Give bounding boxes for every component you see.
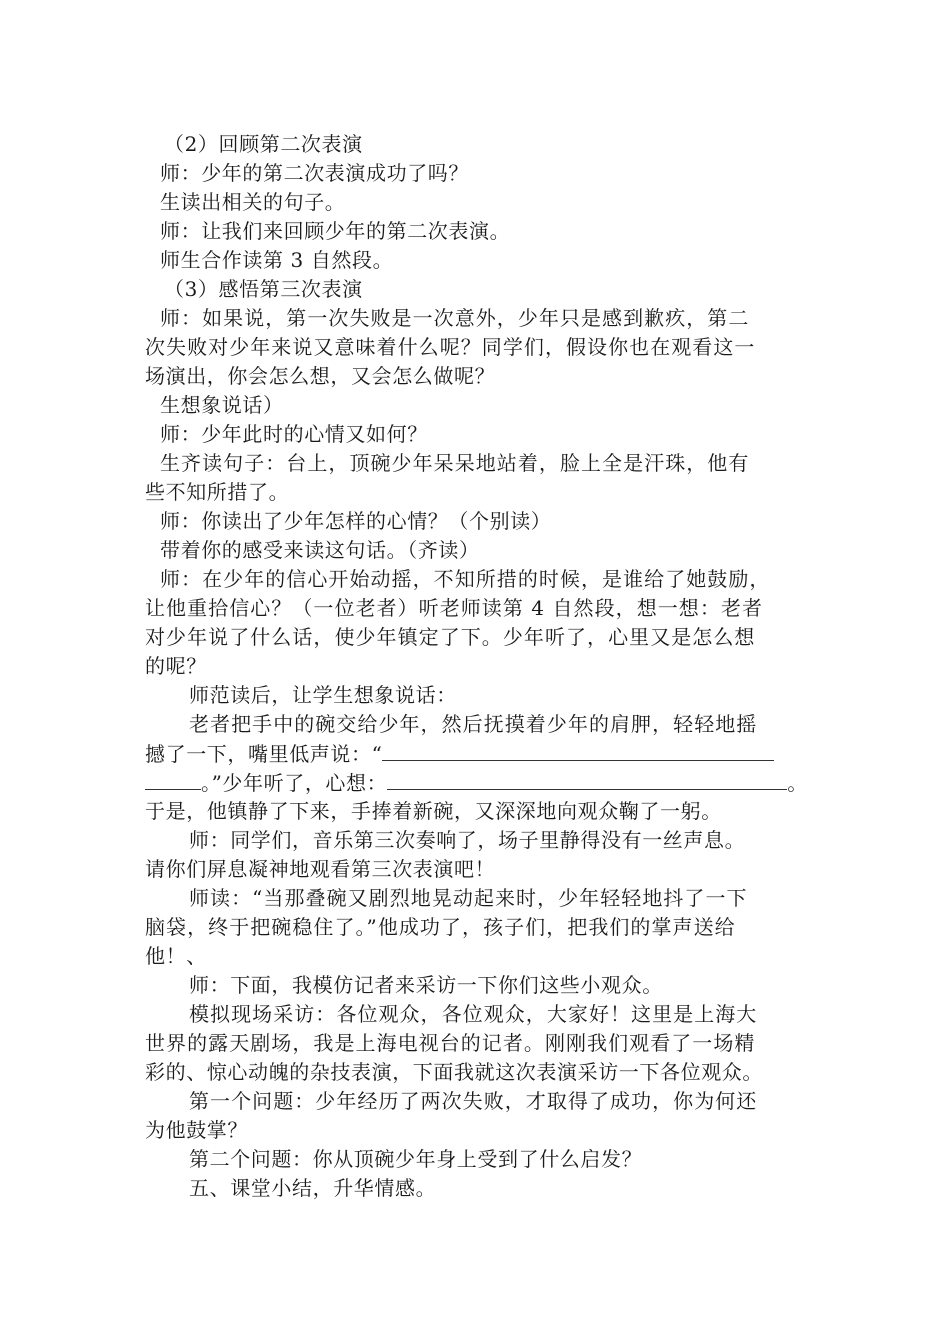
section-heading-third: （3）感悟第三次表演 [164,277,363,301]
text-line: 第二个问题：你从顶碗少年身上受到了什么启发？ [189,1147,643,1171]
fill-in-line [145,738,774,769]
text-line: 的呢？ [145,654,207,678]
text-line: 师生合作读第 3 自然段。 [160,248,394,272]
answer-blank-1[interactable] [382,738,774,761]
text-line: 模拟现场采访：各位观众，各位观众，大家好！这里是上海大 [189,1002,758,1026]
text-line: 生想象说话） [160,393,284,417]
answer-blank-1-continued[interactable] [145,767,201,790]
text-line: 于是，他镇静了下来，手捧着新碗，又深深地向观众鞠了一躬。 [145,799,722,823]
fill-in-line [145,767,808,798]
text-segment: 。”少年听了，心想： [201,771,388,795]
text-line: 师：少年的第二次表演成功了吗？ [160,161,469,185]
text-line: 他！、 [145,944,207,968]
text-segment: 。 [787,771,808,795]
section-heading-summary: 五、课堂小结，升华情感。 [189,1176,437,1200]
text-line: 师：下面，我模仿记者来采访一下你们这些小观众。 [189,973,663,997]
text-segment: 撼了一下，嘴里低声说：“ [145,742,383,766]
answer-blank-2[interactable] [387,767,787,790]
text-line: 次失败对少年来说又意味着什么呢？同学们，假设你也在观看这一 [145,335,756,359]
text-line: 师：同学们，音乐第三次奏响了，场子里静得没有一丝声息。 [189,828,746,852]
text-line: 彩的、惊心动魄的杂技表演，下面我就这次表演采访一下各位观众。 [145,1060,763,1084]
text-line: 场演出，你会怎么想，又会怎么做呢？ [145,364,496,388]
text-line: 师：如果说，第一次失败是一次意外，少年只是感到歉疚，第二 [160,306,750,330]
text-line: 第一个问题：少年经历了两次失败，才取得了成功，你为何还 [189,1089,758,1113]
text-line: 师读：“当那叠碗又剧烈地晃动起来时，少年轻轻地抖了一下 [189,886,748,910]
text-line: 为他鼓掌？ [145,1118,248,1142]
text-line: 生读出相关的句子。 [160,190,346,214]
text-line: 师范读后，让学生想象说话： [189,683,457,707]
text-line: 请你们屏息凝神地观看第三次表演吧！ [145,857,496,881]
text-line: 对少年说了什么话，使少年镇定了下。少年听了，心里又是怎么想 [145,625,756,649]
section-heading-review-second: （2）回顾第二次表演 [164,132,363,156]
text-line: 生齐读句子：台上，顶碗少年呆呆地站着，脸上全是汗珠，他有 [160,451,750,475]
text-line: 带着你的感受来读这句话。（齐读） [160,538,480,562]
text-line: 世界的露天剧场，我是上海电视台的记者。刚刚我们观看了一场精 [145,1031,756,1055]
text-line: 师：让我们来回顾少年的第二次表演。 [160,219,511,243]
text-line: 脑袋，终于把碗稳住了。”他成功了，孩子们，把我们的掌声送给 [145,915,736,939]
text-line: 老者把手中的碗交给少年，然后抚摸着少年的肩胛，轻轻地摇 [189,712,758,736]
text-line: 些不知所措了。 [145,480,290,504]
text-line: 师：你读出了少年怎样的心情？（个别读） [160,509,552,533]
text-line: 让他重拾信心？（一位老者）听老师读第 4 自然段，想一想：老者 [145,596,763,620]
text-line: 师：在少年的信心开始动摇，不知所措的时候，是谁给了她鼓励， [160,567,771,591]
text-line: 师：少年此时的心情又如何？ [160,422,428,446]
